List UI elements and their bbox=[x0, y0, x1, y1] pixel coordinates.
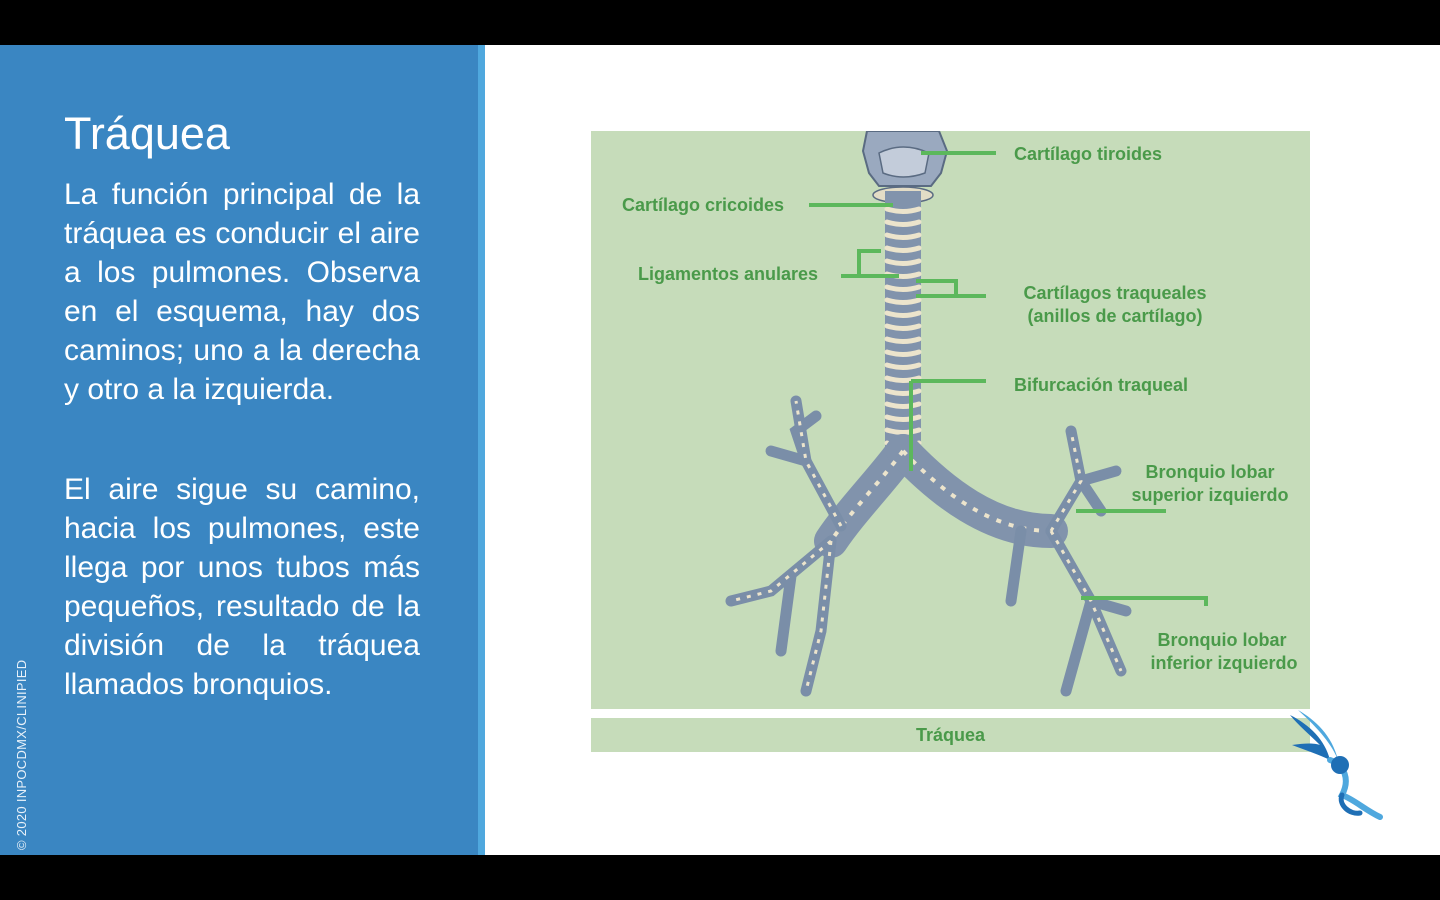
label-cartilago-tiroides: Cartílago tiroides bbox=[1014, 144, 1163, 164]
label-bifurcacion-traqueal: Bifurcación traqueal bbox=[1014, 375, 1189, 395]
trachea-diagram bbox=[591, 131, 1310, 709]
label-cartilagos-traqueales: Cartílagos traqueales bbox=[1023, 283, 1207, 303]
copyright-text: © 2020 INPOCDMX/CLINIPIED bbox=[14, 659, 29, 850]
label-cartilago-cricoides: Cartílago cricoides bbox=[622, 195, 785, 215]
label-bronquio-inferior-1: Bronquio lobar bbox=[1157, 630, 1287, 650]
label-ligamentos-anulares: Ligamentos anulares bbox=[638, 264, 819, 284]
diagram-caption: Tráquea bbox=[591, 718, 1310, 752]
slide bbox=[0, 45, 1440, 855]
label-anillos-cartilago: (anillos de cartílago) bbox=[1027, 306, 1203, 326]
accent-bar bbox=[478, 45, 485, 855]
winged-figure-logo-icon bbox=[1280, 705, 1390, 830]
left-panel bbox=[0, 45, 478, 855]
label-bronquio-superior-2: superior izquierdo bbox=[1131, 485, 1289, 505]
paragraph-1: La función principal de la tráquea es conducir el aire a los pulmones. Observa en el esquema, hay dos caminos; uno a la derecha y otro a la izquierda. bbox=[64, 178, 420, 406]
label-bronquio-inferior-2: inferior izquierdo bbox=[1150, 653, 1298, 673]
slide-title: Tráquea bbox=[64, 108, 230, 159]
diagram-background bbox=[591, 131, 1310, 709]
paragraph-2: El aire sigue su camino, hacia los pulmones, este llega por unos tubos más pequeños, resultado de la división de la tráquea llamados bronquios. bbox=[64, 473, 420, 701]
label-bronquio-superior-1: Bronquio lobar bbox=[1145, 462, 1275, 482]
